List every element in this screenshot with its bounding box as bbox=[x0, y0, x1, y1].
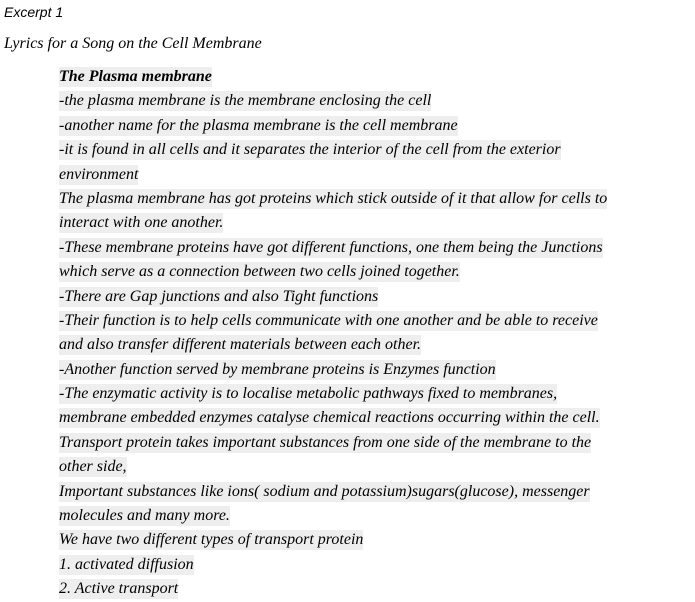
lyrics-line-text: -The enzymatic activity is to localise metabolic pathways fixed to membranes, bbox=[59, 385, 558, 403]
lyrics-line bbox=[59, 187, 691, 211]
lyrics-line bbox=[59, 528, 691, 552]
lyrics-line-text: -There are Gap junctions and also Tight functions bbox=[59, 287, 379, 305]
lyrics-line bbox=[59, 211, 691, 235]
lyrics-line bbox=[59, 406, 691, 430]
lyrics-line bbox=[59, 431, 691, 455]
lyrics-heading bbox=[59, 65, 691, 89]
lyrics-line-text: other side, bbox=[59, 458, 127, 476]
lyrics-line bbox=[59, 309, 691, 333]
lyrics-line-text: molecules and many more. bbox=[59, 507, 230, 525]
lyrics-line-text: -Another function served by membrane proteins is Enzymes function bbox=[59, 360, 496, 378]
lyrics-line bbox=[59, 138, 691, 162]
lyrics-line-text: which serve as a connection between two cells joined together. bbox=[59, 263, 460, 281]
lyrics-line bbox=[59, 333, 691, 357]
lyrics-list-item-text: 2. Active transport bbox=[59, 580, 179, 598]
lyrics-heading-text: The Plasma membrane bbox=[59, 68, 212, 85]
lyrics-line bbox=[59, 382, 691, 406]
lyrics-line bbox=[59, 89, 691, 113]
lyrics-body bbox=[59, 65, 691, 602]
lyrics-line bbox=[59, 480, 691, 504]
lyrics-line-text: Transport protein takes important substances from one side of the membrane to the bbox=[59, 433, 592, 451]
lyrics-line-text: environment bbox=[59, 165, 139, 183]
lyrics-line-text: and also transfer different materials between each other. bbox=[59, 336, 422, 354]
lyrics-line bbox=[59, 114, 691, 138]
lyrics-line bbox=[59, 285, 691, 309]
lyrics-line-text: interact with one another. bbox=[59, 214, 224, 232]
lyrics-line bbox=[59, 358, 691, 382]
lyrics-list-item bbox=[59, 553, 691, 577]
lyrics-line bbox=[59, 260, 691, 284]
lyrics-line-text: -another name for the plasma membrane is the cell membrane bbox=[59, 116, 458, 134]
excerpt-label: Excerpt 1 bbox=[4, 4, 64, 20]
lyrics-line-text: We have two different types of transport protein bbox=[59, 531, 364, 549]
song-title: Lyrics for a Song on the Cell Membrane bbox=[4, 35, 262, 52]
lyrics-line bbox=[59, 163, 691, 187]
lyrics-list-item bbox=[59, 577, 691, 601]
lyrics-line-text: membrane embedded enzymes catalyse chemical reactions occurring within the cell. bbox=[59, 409, 600, 427]
lyrics-line bbox=[59, 504, 691, 528]
lyrics-line-text: The plasma membrane has got proteins which stick outside of it that allow for cells to bbox=[59, 189, 608, 207]
lyrics-line-text: -the plasma membrane is the membrane enclosing the cell bbox=[59, 92, 432, 110]
lyrics-line bbox=[59, 236, 691, 260]
lyrics-line bbox=[59, 455, 691, 479]
lyrics-line-text: -These membrane proteins have got different functions, one them being the Junctions bbox=[59, 238, 603, 256]
lyrics-line-text: Important substances like ions( sodium and potassium)sugars(glucose), messenger bbox=[59, 482, 590, 500]
lyrics-list-item-text: 1. activated diffusion bbox=[59, 555, 194, 573]
lyrics-line-text: -Their function is to help cells communicate with one another and be able to receive bbox=[59, 311, 598, 329]
lyrics-line-text: -it is found in all cells and it separates the interior of the cell from the exterior bbox=[59, 141, 561, 159]
